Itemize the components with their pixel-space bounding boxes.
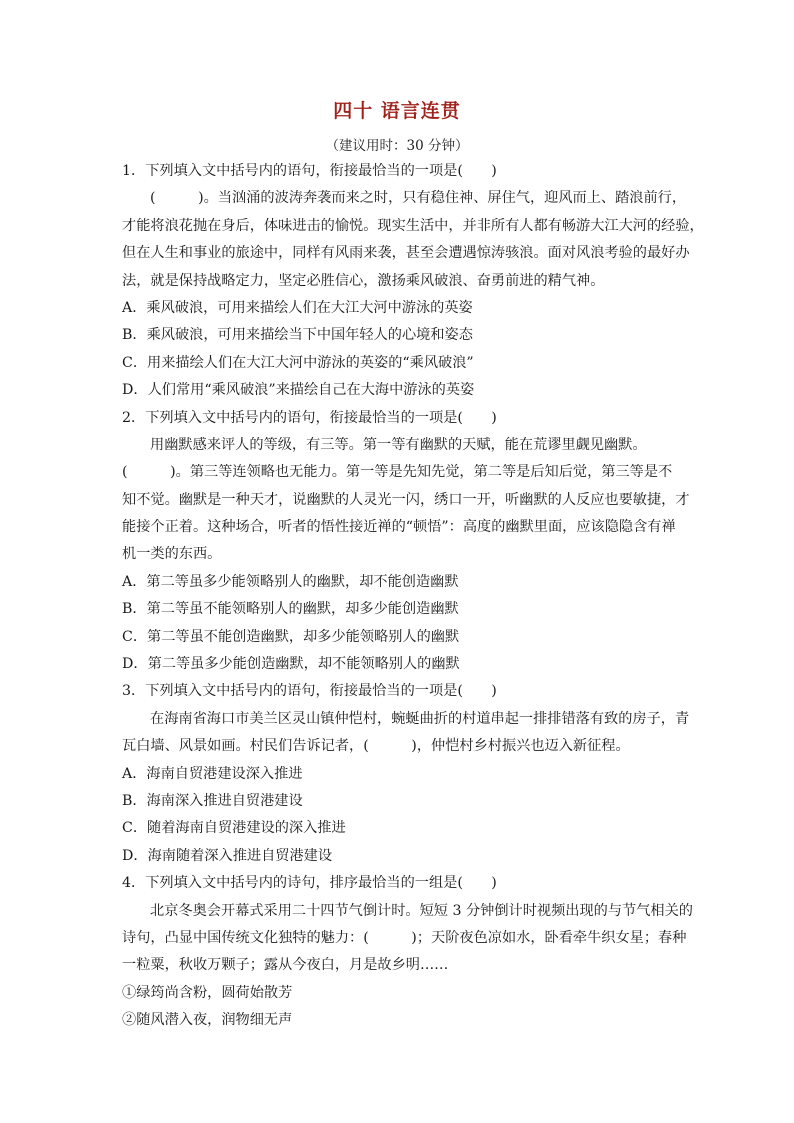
text-line: B．第二等虽不能领略别人的幽默，却多少能创造幽默 bbox=[122, 601, 459, 618]
text-line: A．海南自贸港建设深入推进 bbox=[122, 765, 303, 782]
text-line: ( )。当汹涌的波涛奔袭而来之时，只有稳住神、屏住气，迎风而上、踏浪前行， bbox=[150, 190, 687, 207]
text-line: A．乘风破浪，可用来描绘人们在大江大河中游泳的英姿 bbox=[122, 299, 473, 316]
page-title: 四十 语言连贯 bbox=[333, 100, 461, 122]
text-line: 机一类的东西。 bbox=[122, 546, 222, 563]
question-content bbox=[122, 158, 704, 1035]
text-line: 用幽默感来评人的等级，有三等。第一等有幽默的天赋，能在荒谬里觑见幽默。 bbox=[150, 436, 647, 453]
text-line: 能接个正着。这种场合，听者的悟性接近禅的“顿悟”：高度的幽默里面，应该隐隐含有禅 bbox=[122, 519, 676, 536]
text-line: D．海南随着深入推进自贸港建设 bbox=[122, 847, 333, 864]
text-line: 一粒粟，秋收万颗子；露从今夜白，月是故乡明…… bbox=[122, 957, 449, 974]
text-line: 在海南省海口市美兰区灵山镇仲恺村，蜿蜒曲折的村道串起一排排错落有致的房子，青 bbox=[150, 710, 690, 727]
text-line: B．海南深入推进自贸港建设 bbox=[122, 792, 303, 809]
text-line: 瓦白墙、风景如画。村民们告诉记者，( )，仲恺村乡村振兴也迈入新征程。 bbox=[122, 738, 630, 755]
text-line: ①绿筠尚含粉，圆荷始散芳 bbox=[122, 984, 293, 1001]
text-line: 法，就是保持战略定力，坚定必胜信心，激扬乘风破浪、奋勇前进的精气神。 bbox=[122, 272, 605, 289]
text-line: 1．下列填入文中括号内的语句，衔接最恰当的一项是( ) bbox=[122, 163, 497, 179]
text-line: 但在人生和事业的旅途中，同样有风雨来袭，甚至会遭遇惊涛骇浪。面对风浪考验的最好办 bbox=[122, 245, 690, 262]
text-line: A．第二等虽多少能领略别人的幽默，却不能创造幽默 bbox=[122, 573, 459, 590]
text-line: ②随风潜入夜，润物细无声 bbox=[122, 1012, 293, 1029]
text-line: C．随着海南自贸港建设的深入推进 bbox=[122, 820, 346, 837]
text-line: 北京冬奥会开幕式采用二十四节气倒计时。短短 3 分钟倒计时视频出现的与节气相关的 bbox=[150, 902, 693, 919]
page-subtitle: （建议用时：30 分钟） bbox=[325, 138, 469, 154]
text-line: B．乘风破浪，可用来描绘当下中国年轻人的心境和姿态 bbox=[122, 327, 473, 344]
text-line: 2．下列填入文中括号内的语句，衔接最恰当的一项是( ) bbox=[122, 409, 497, 426]
text-line: 知不觉。幽默是一种天才，说幽默的人灵光一闪，绣口一开，听幽默的人反应也要敏捷，才 bbox=[122, 491, 690, 508]
text-line: 3．下列填入文中括号内的语句，衔接最恰当的一项是( ) bbox=[122, 683, 497, 700]
text-line: ( )。第三等连领略也无能力。第一等是先知先觉，第二等是后知后觉，第三等是不 bbox=[122, 464, 673, 481]
text-line: D．第二等虽多少能创造幽默，却不能领略别人的幽默 bbox=[122, 656, 460, 673]
text-line: 4．下列填入文中括号内的诗句，排序最恰当的一组是( ) bbox=[122, 875, 497, 892]
text-line: C．第二等虽不能创造幽默，却多少能领略别人的幽默 bbox=[122, 628, 460, 645]
text-line: C．用来描绘人们在大江大河中游泳的英姿的“乘风破浪” bbox=[122, 354, 474, 371]
text-line: 诗句，凸显中国传统文化独特的魅力：( )；天阶夜色凉如水，卧看牵牛织女星；春种 bbox=[122, 929, 687, 946]
text-line: D．人们常用“乘风破浪”来描绘自己在大海中游泳的英姿 bbox=[122, 382, 475, 399]
text-line: 才能将浪花抛在身后，体味进击的愉悦。现实生活中，并非所有人都有畅游大江大河的经验， bbox=[122, 217, 704, 234]
